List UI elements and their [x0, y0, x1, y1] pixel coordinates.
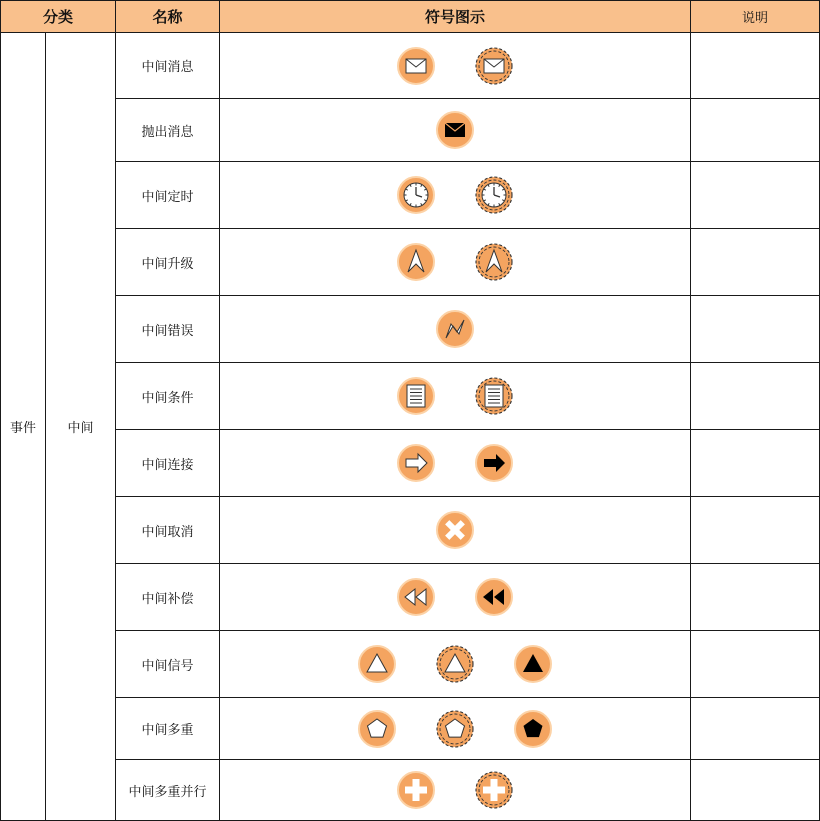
row-description-cell — [691, 631, 820, 698]
escalation-noninterrupting-icon — [474, 242, 514, 282]
row-symbol-cell — [220, 363, 691, 430]
row-description-cell — [691, 363, 820, 430]
table-row — [1, 631, 820, 698]
row-name-cell: 中间多重并行 — [116, 760, 220, 821]
row-description-cell — [691, 162, 820, 229]
envelope-noninterrupting-icon — [474, 46, 514, 86]
row-name-cell: 中间连接 — [116, 430, 220, 497]
table-row — [1, 162, 820, 229]
conditional-noninterrupting-icon — [474, 376, 514, 416]
row-symbol-cell — [220, 497, 691, 564]
signal-icon — [357, 644, 397, 684]
header-description: 说明 — [691, 1, 820, 33]
row-name-cell: 中间升级 — [116, 229, 220, 296]
row-description-cell — [691, 497, 820, 564]
multiple-filled-icon — [513, 709, 553, 749]
row-name-cell: 中间补偿 — [116, 564, 220, 631]
parallel-multiple-noninterrupting-icon — [474, 770, 514, 810]
row-description-cell — [691, 296, 820, 363]
link-arrow-filled-icon — [474, 443, 514, 483]
row-description-cell — [691, 698, 820, 760]
row-symbol-cell — [220, 229, 691, 296]
row-name-cell: 抛出消息 — [116, 99, 220, 162]
row-name-cell: 中间错误 — [116, 296, 220, 363]
row-description-cell — [691, 33, 820, 99]
table-row — [1, 430, 820, 497]
clock-icon — [396, 175, 436, 215]
table-row — [1, 229, 820, 296]
table-row — [1, 497, 820, 564]
table-row — [1, 363, 820, 430]
compensation-icon — [396, 577, 436, 617]
row-symbol-cell — [220, 162, 691, 229]
row-name-cell: 中间信号 — [116, 631, 220, 698]
table-row — [1, 296, 820, 363]
table-row — [1, 564, 820, 631]
row-symbol-cell — [220, 99, 691, 162]
parallel-multiple-icon — [396, 770, 436, 810]
row-description-cell — [691, 99, 820, 162]
cancel-icon — [435, 510, 475, 550]
row-name-cell: 中间消息 — [116, 33, 220, 99]
row-description-cell — [691, 229, 820, 296]
header-row — [1, 1, 820, 33]
row-symbol-cell — [220, 430, 691, 497]
row-symbol-cell — [220, 760, 691, 821]
row-name-cell: 中间条件 — [116, 363, 220, 430]
row-symbol-cell — [220, 296, 691, 363]
escalation-icon — [396, 242, 436, 282]
link-arrow-icon — [396, 443, 436, 483]
row-symbol-cell — [220, 631, 691, 698]
header-category: 分类 — [1, 1, 116, 33]
multiple-icon — [357, 709, 397, 749]
row-symbol-cell — [220, 698, 691, 760]
row-name-cell: 中间取消 — [116, 497, 220, 564]
error-icon — [435, 309, 475, 349]
row-description-cell — [691, 430, 820, 497]
table-row — [1, 698, 820, 760]
signal-noninterrupting-icon — [435, 644, 475, 684]
table-row — [1, 99, 820, 162]
conditional-icon — [396, 376, 436, 416]
table-row — [1, 760, 820, 821]
envelope-filled-icon — [435, 110, 475, 150]
category-intermediate-cell: 中间 — [46, 33, 116, 821]
row-symbol-cell — [220, 564, 691, 631]
signal-filled-icon — [513, 644, 553, 684]
compensation-filled-icon — [474, 577, 514, 617]
clock-noninterrupting-icon — [474, 175, 514, 215]
header-symbol: 符号图示 — [220, 1, 691, 33]
row-name-cell: 中间定时 — [116, 162, 220, 229]
row-description-cell — [691, 760, 820, 821]
envelope-icon — [396, 46, 436, 86]
row-description-cell — [691, 564, 820, 631]
row-name-cell: 中间多重 — [116, 698, 220, 760]
table-row — [1, 33, 820, 99]
multiple-noninterrupting-icon — [435, 709, 475, 749]
category-event-cell: 事件 — [1, 33, 46, 821]
header-name: 名称 — [116, 1, 220, 33]
row-symbol-cell — [220, 33, 691, 99]
